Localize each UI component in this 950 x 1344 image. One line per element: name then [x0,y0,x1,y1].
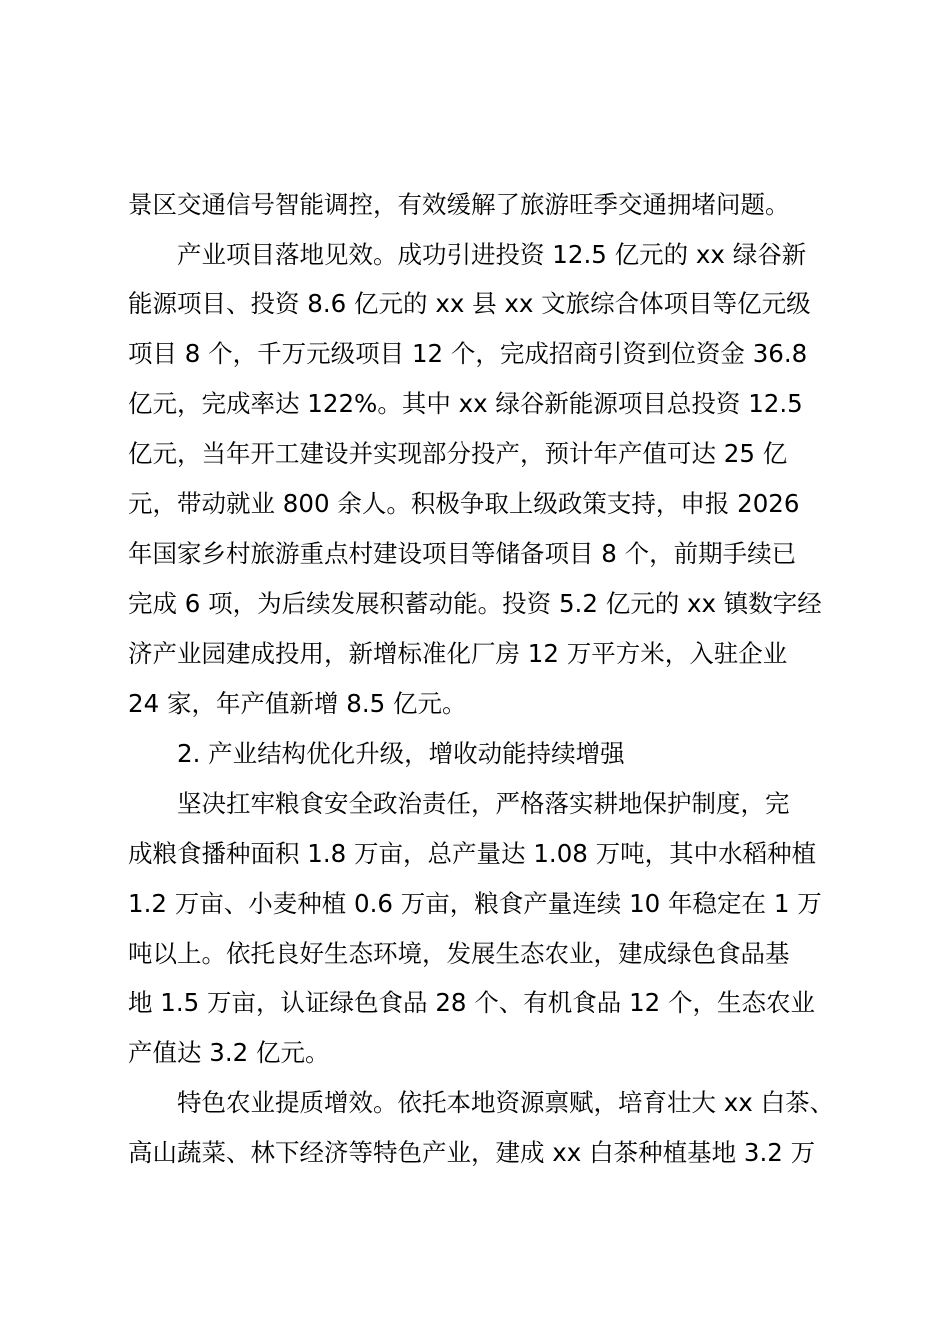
paragraph-line: 完成 6 项，为后续发展积蓄动能。投资 5.2 亿元的 xx 镇数字经 [128,589,822,618]
paragraph-line: 成粮食播种面积 1.8 万亩，总产量达 1.08 万吨，其中水稻种植 [128,839,817,868]
paragraph-line: 项目 8 个，千万元级项目 12 个，完成招商引资到位资金 36.8 [128,339,808,368]
paragraph-line: 地 1.5 万亩，认证绿色食品 28 个、有机食品 12 个，生态农业 [128,988,816,1017]
paragraph-line: 1.2 万亩、小麦种植 0.6 万亩，粮食产量连续 10 年稳定在 1 万 [128,889,822,918]
paragraph-line: 年国家乡村旅游重点村建设项目等储备项目 8 个，前期手续已 [128,539,797,568]
paragraph-line: 产业项目落地见效。成功引进投资 12.5 亿元的 xx 绿谷新 [177,240,807,269]
paragraph-line: 亿元，完成率达 122%。其中 xx 绿谷新能源项目总投资 12.5 [128,389,803,418]
paragraph-line: 高山蔬菜、林下经济等特色产业，建成 xx 白茶种植基地 3.2 万 [128,1138,816,1167]
paragraph-line: 亿元，当年开工建设并实现部分投产，预计年产值可达 25 亿 [128,439,788,468]
section-heading: 2. 产业结构优化升级，增收动能持续增强 [177,739,625,768]
paragraph-line: 24 家，年产值新增 8.5 亿元。 [128,689,467,718]
paragraph-line: 能源项目、投资 8.6 亿元的 xx 县 xx 文旅综合体项目等亿元级 [128,289,811,318]
paragraph-line: 坚决扛牢粮食安全政治责任，严格落实耕地保护制度，完 [177,789,790,818]
paragraph-line: 产值达 3.2 亿元。 [128,1038,330,1067]
paragraph-line: 吨以上。依托良好生态环境，发展生态农业，建成绿色食品基 [128,939,790,968]
paragraph-line: 济产业园建成投用，新增标准化厂房 12 万平方米，入驻企业 [128,639,788,668]
paragraph-line: 特色农业提质增效。依托本地资源禀赋，培育壮大 xx 白茶、 [177,1088,835,1117]
paragraph-line: 景区交通信号智能调控，有效缓解了旅游旺季交通拥堵问题。 [128,190,790,219]
paragraph-line: 元，带动就业 800 余人。积极争取上级政策支持，申报 2026 [128,489,800,518]
